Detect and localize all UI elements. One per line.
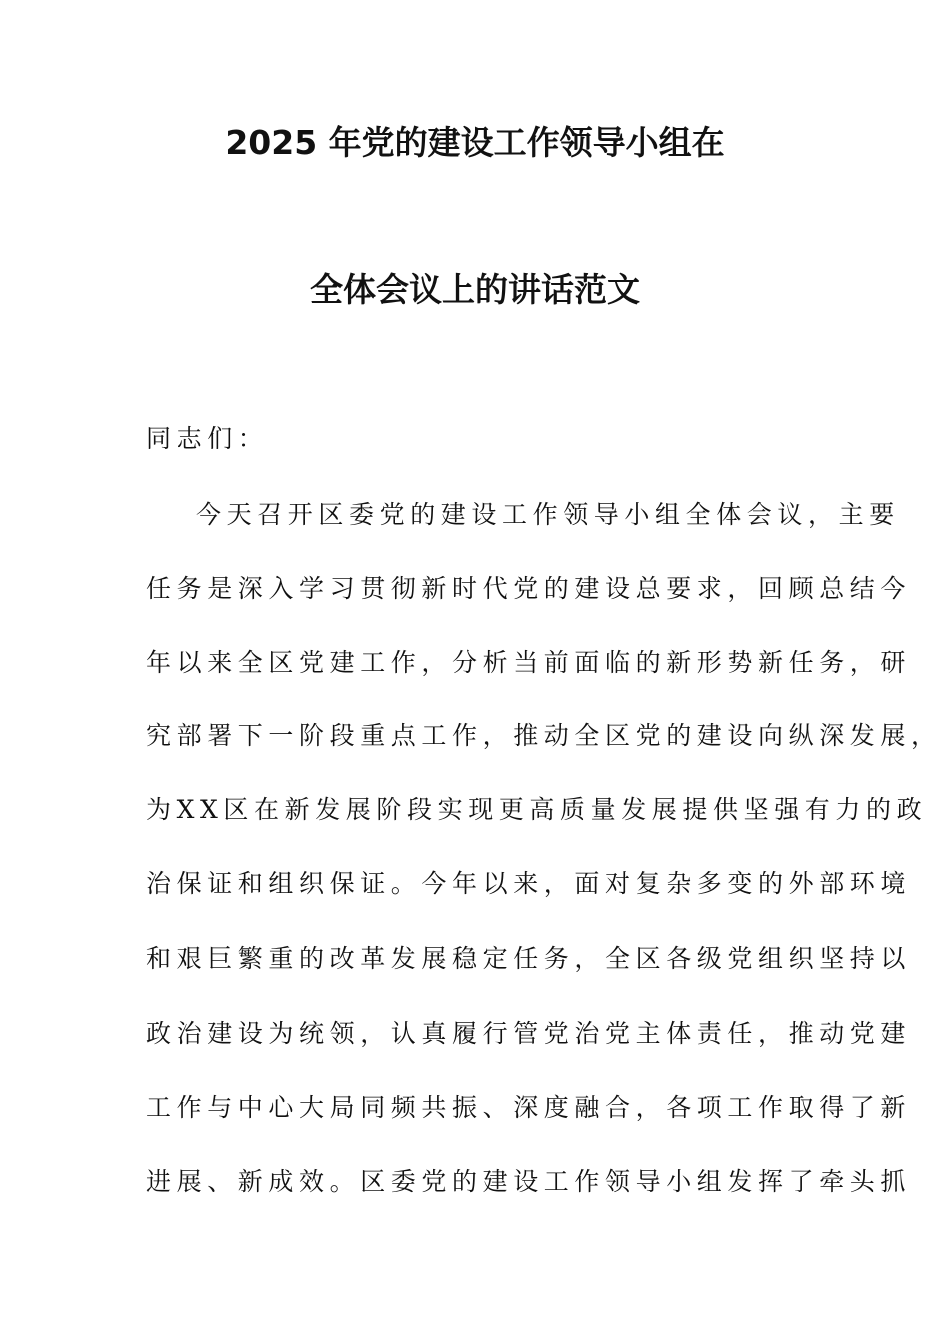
- body-line: 究部署下一阶段重点工作，推动全区党的建设向纵深发展，: [146, 721, 942, 750]
- body-line: 为XX区在新发展阶段实现更高质量发展提供坚强有力的政: [146, 795, 928, 824]
- body-line: 政治建设为统领，认真履行管党治党主体责任，推动党建: [146, 1019, 912, 1048]
- document-title-line-2: 全体会议上的讲话范文: [310, 270, 640, 309]
- salutation: 同志们：: [146, 424, 269, 453]
- body-line: 和艰巨繁重的改革发展稳定任务，全区各级党组织坚持以: [146, 944, 912, 973]
- body-line: 年以来全区党建工作，分析当前面临的新形势新任务，研: [146, 648, 912, 677]
- body-line: 今天召开区委党的建设工作领导小组全体会议，主要: [196, 500, 900, 529]
- body-line: 任务是深入学习贯彻新时代党的建设总要求，回顾总结今: [146, 574, 912, 603]
- body-line: 进展、新成效。区委党的建设工作领导小组发挥了牵头抓: [146, 1167, 912, 1196]
- document-title-line-1: 2025 年党的建设工作领导小组在: [225, 123, 725, 162]
- body-line: 工作与中心大局同频共振、深度融合，各项工作取得了新: [146, 1093, 912, 1122]
- body-line: 治保证和组织保证。今年以来，面对复杂多变的外部环境: [146, 869, 912, 898]
